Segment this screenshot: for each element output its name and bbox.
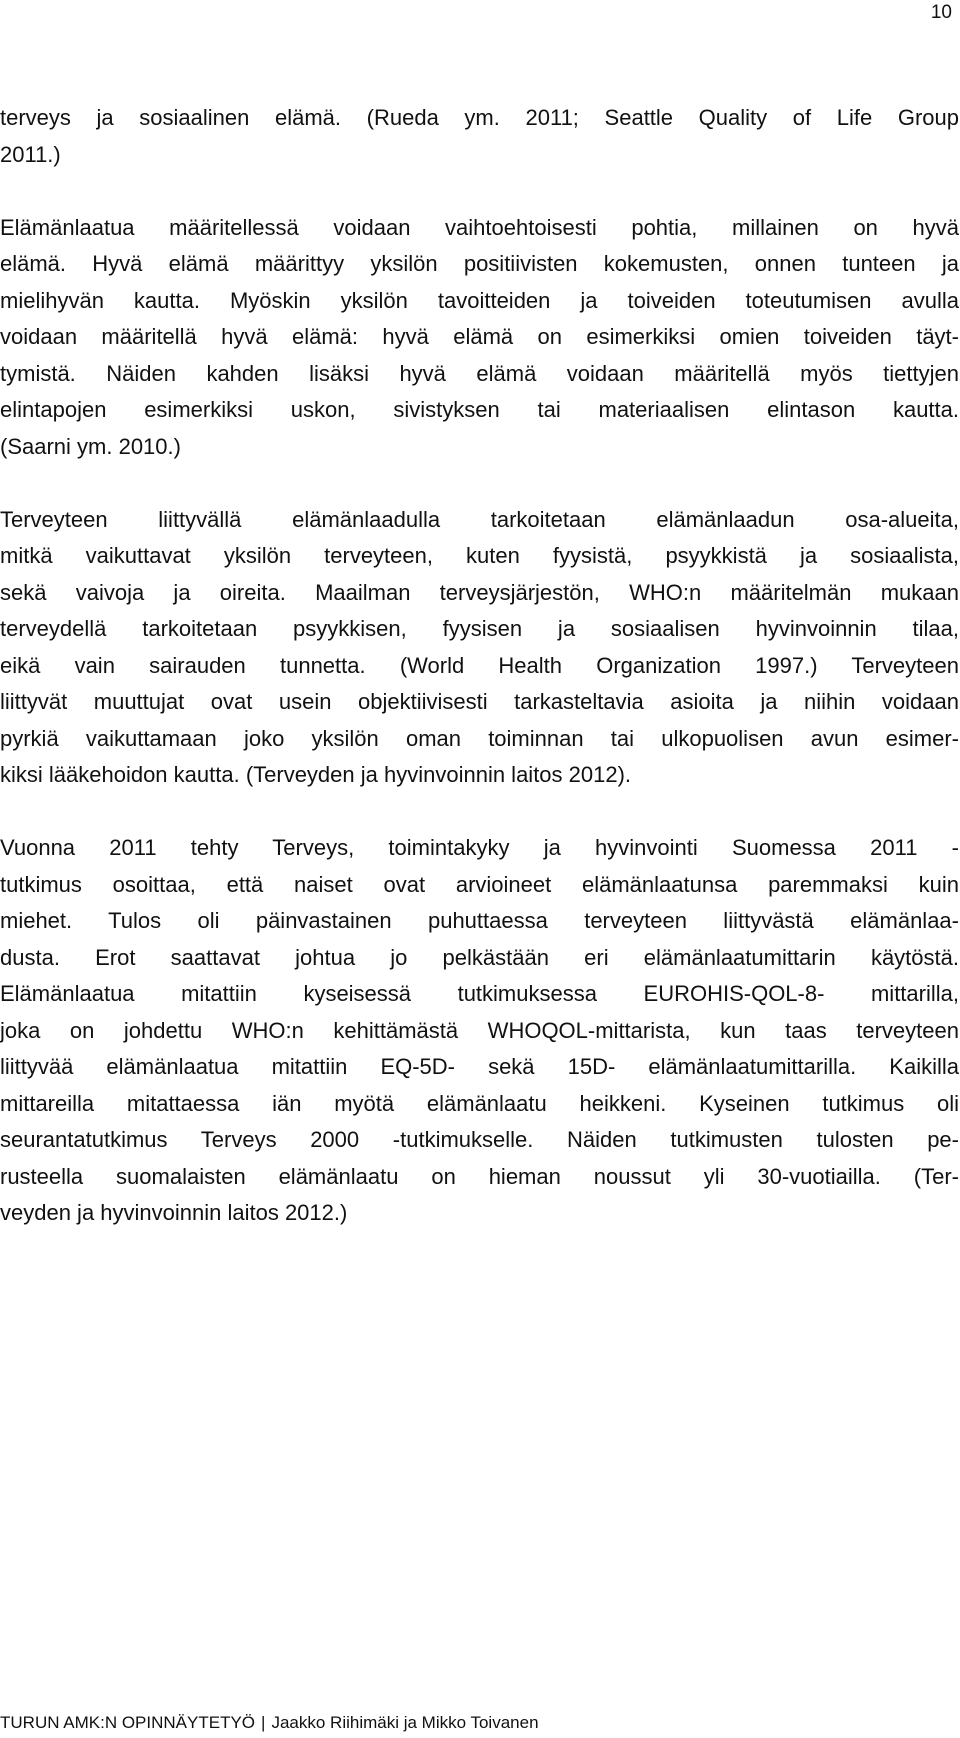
page-number: 10	[930, 2, 952, 23]
text-line: pyrkiä vaikuttamaan joko yksilön oman toiminnan tai ulkopuolisen avun esimer-	[0, 725, 959, 751]
text-line: mitkä vaikuttavat yksilön terveyteen, kuten fyysistä, psyykkistä ja sosiaalista,	[0, 543, 959, 568]
page-footer	[0, 1712, 539, 1734]
text-line: voidaan määritellä hyvä elämä: hyvä elämä on esimerkiksi omien toiveiden täyt-	[0, 324, 959, 349]
text-line: 2011.)	[0, 141, 61, 167]
document-body	[0, 100, 959, 1232]
text-line: mittareilla mitattaessa iän myötä elämänlaatu heikkeni. Kyseinen tutkimus oli	[0, 1090, 959, 1116]
footer-institution: TURUN AMK:N OPINNÄYTETYÖ	[0, 1713, 256, 1732]
text-line: Elämänlaatua määritellessä voidaan vaihtoehtoisesti pohtia, millainen on hyvä	[0, 214, 959, 240]
text-line: liittyvät muuttujat ovat usein objektiivisesti tarkasteltavia asioita ja niihin voidaan	[0, 689, 959, 714]
text-line: tymistä. Näiden kahden lisäksi hyvä elämä voidaan määritellä myös tiettyjen	[0, 360, 959, 386]
text-line: eikä vain sairauden tunnetta. (World Health Organization 1997.) Terveyteen	[0, 652, 959, 678]
text-line: tutkimus osoittaa, että naiset ovat arvioineet elämänlaatunsa paremmaksi kuin	[0, 871, 959, 897]
text-line: terveys ja sosiaalinen elämä. (Rueda ym. 2011; Seattle Quality of Life Group	[0, 105, 959, 130]
text-line: seurantatutkimus Terveys 2000 -tutkimukselle. Näiden tutkimusten tulosten pe-	[0, 1127, 959, 1152]
paragraph-1	[0, 100, 959, 173]
paragraph-3	[0, 502, 959, 794]
text-line: sekä vaivoja ja oireita. Maailman terveysjärjestön, WHO:n määritelmän mukaan	[0, 579, 959, 605]
text-line: joka on johdettu WHO:n kehittämästä WHOQOL-mittarista, kun taas terveyteen	[0, 1017, 959, 1043]
text-line: miehet. Tulos oli päinvastainen puhuttaessa terveyteen liittyvästä elämänlaa-	[0, 908, 959, 933]
text-line: elämä. Hyvä elämä määrittyy yksilön positiivisten kokemusten, onnen tunteen ja	[0, 251, 959, 276]
text-line: dusta. Erot saattavat johtua jo pelkästään eri elämänlaatumittarin käytöstä.	[0, 944, 959, 970]
text-line: mielihyvän kautta. Myöskin yksilön tavoitteiden ja toiveiden toteutumisen avulla	[0, 287, 959, 313]
paragraph-4	[0, 830, 959, 1232]
text-line: veyden ja hyvinvoinnin laitos 2012.)	[0, 1200, 348, 1225]
footer-separator: |	[261, 1713, 266, 1732]
text-line: Elämänlaatua mitattiin kyseisessä tutkimuksessa EUROHIS-QOL-8- mittarilla,	[0, 981, 959, 1006]
text-line: Terveyteen liittyvällä elämänlaadulla tarkoitetaan elämänlaadun osa-alueita,	[0, 506, 959, 532]
text-line: (Saarni ym. 2010.)	[0, 433, 181, 459]
paragraph-2	[0, 210, 959, 466]
text-line: elintapojen esimerkiksi uskon, sivistyksen tai materiaalisen elintason kautta.	[0, 397, 959, 422]
footer-authors: Jaakko Riihimäki ja Mikko Toivanen	[271, 1713, 539, 1732]
text-line: terveydellä tarkoitetaan psyykkisen, fyysisen ja sosiaalisen hyvinvoinnin tilaa,	[0, 616, 959, 641]
text-line: Vuonna 2011 tehty Terveys, toimintakyky ja hyvinvointi Suomessa 2011 -	[0, 835, 959, 860]
text-line: liittyvää elämänlaatua mitattiin EQ-5D- sekä 15D- elämänlaatumittarilla. Kaikilla	[0, 1054, 959, 1079]
text-line: kiksi lääkehoidon kautta. (Terveyden ja hyvinvoinnin laitos 2012).	[0, 762, 632, 787]
text-line: rusteella suomalaisten elämänlaatu on hieman noussut yli 30-vuotiailla. (Ter-	[0, 1163, 959, 1189]
